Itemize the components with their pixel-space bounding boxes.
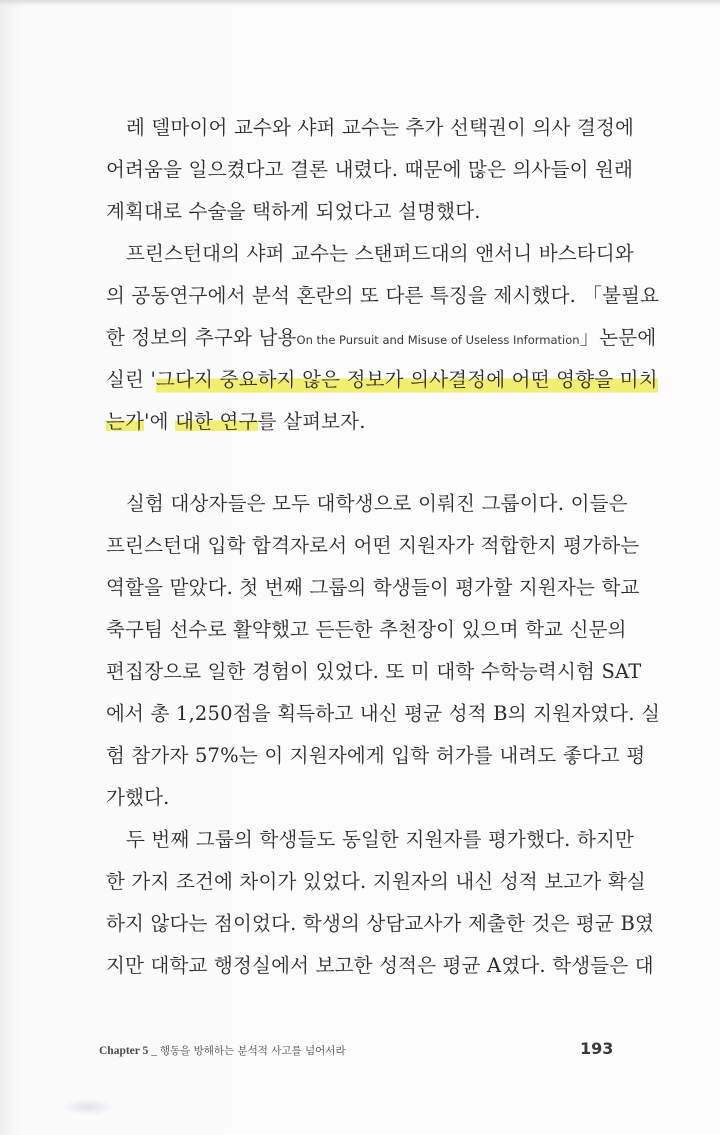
highlighted-text: 는가: [106, 410, 145, 433]
text-line: 편집장으로 일한 경험이 있었다. 또 미 대학 수학능력시험 SAT: [106, 660, 642, 683]
text-line: 실험 대상자들은 모두 대학생으로 이뤄진 그룹이다. 이들은: [126, 492, 628, 515]
page-top-edge: [0, 0, 720, 6]
text-fragment: 한 정보의 추구와 남용: [106, 326, 297, 349]
text-line: 하지 않다는 점이었다. 학생의 상담교사가 제출한 것은 평균 B였: [106, 912, 655, 935]
page-number: 193: [580, 1039, 614, 1058]
text-line: 의 공동연구에서 분석 혼란의 또 다른 특징을 제시했다. 「불필요: [106, 284, 660, 307]
text-line: 어려움을 일으켰다고 결론 내렸다. 때문에 많은 의사들이 원래: [106, 158, 634, 181]
chapter-title: 행동을 방해하는 분석적 사고를 넘어서라: [159, 1045, 346, 1057]
text-line: 지만 대학교 행정실에서 보고한 성적은 평균 A였다. 학생들은 대: [106, 954, 654, 977]
paper-smudge: [62, 1098, 114, 1116]
chapter-label: Chapter 5: [99, 1045, 149, 1057]
text-line: [106, 323, 657, 355]
highlighted-text: 그다지 중요하지 않은 정보가 의사결정에 어떤 영향을 미치: [156, 365, 658, 395]
running-footer: [99, 1043, 346, 1058]
text-line: 축구팀 선수로 활약했고 든든한 추천장이 있으며 학교 신문의: [106, 618, 627, 641]
text-line: 프린스턴대 입학 합격자로서 어떤 지원자가 적합한지 평가하는: [106, 534, 640, 557]
text-line: [106, 365, 658, 395]
text-line: 험 참가자 57%는 이 지원자에게 입학 허가를 내려도 좋다고 평: [106, 744, 646, 767]
text-line: [106, 407, 611, 437]
text-fragment: 」논문에: [579, 326, 657, 349]
text-line: 프린스턴대의 샤퍼 교수는 스탠퍼드대의 앤서니 바스타디와: [126, 242, 634, 265]
english-title: On the Pursuit and Misuse of Useless Information: [296, 333, 580, 347]
highlighted-text: 대한 연구: [175, 410, 258, 433]
text-line: 레 델마이어 교수와 샤퍼 교수는 추가 선택권이 의사 결정에: [126, 116, 635, 139]
text-line: 역할을 맡았다. 첫 번째 그룹의 학생들이 평가할 지원자는 학교: [106, 576, 640, 599]
text-fragment: 를 살펴보자.: [257, 410, 366, 433]
text-line: 한 가지 조건에 차이가 있었다. 지원자의 내신 성적 보고가 확실: [106, 870, 646, 893]
text-fragment: '에: [144, 410, 176, 433]
text-line: 두 번째 그룹의 학생들도 동일한 지원자를 평가했다. 하지만: [126, 828, 635, 851]
text-fragment: 실린 ': [106, 368, 157, 391]
footer-separator: _: [148, 1045, 160, 1057]
text-line: 가했다.: [106, 786, 170, 809]
text-line: 계획대로 수술을 택하게 되었다고 설명했다.: [106, 200, 481, 223]
text-line: 에서 총 1,250점을 획득하고 내신 평균 성적 B의 지원자였다. 실: [106, 702, 661, 725]
